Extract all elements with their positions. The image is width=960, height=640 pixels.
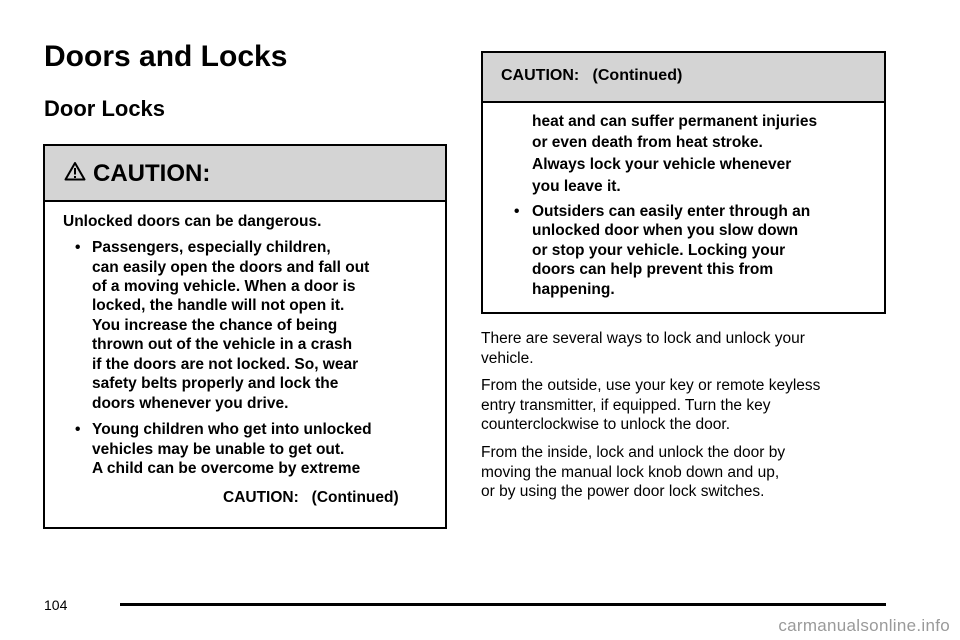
bullet2-line: vehicles may be unable to get out.	[92, 441, 345, 458]
bullet-glyph: •	[75, 239, 81, 256]
bullet1-line: You increase the chance of being	[92, 317, 338, 334]
continued-line: you leave it.	[532, 178, 621, 195]
subsection-title: Door Locks	[44, 96, 166, 121]
bullet1-line: locked, the handle will not open it.	[92, 297, 345, 314]
caution-continued-header	[483, 53, 884, 103]
bullet1-line: can easily open the doors and fall out	[92, 259, 370, 276]
section-title: Doors and Locks	[44, 40, 288, 73]
bullet3-line: doors can help prevent this from	[532, 261, 774, 278]
bullet1-line: Passengers, especially children,	[92, 239, 331, 256]
caution-box-header	[45, 146, 445, 202]
paragraph-line: entry transmitter, if equipped. Turn the key	[481, 397, 771, 414]
watermark: carmanualsonline.info	[778, 616, 950, 635]
bullet1-line: if the doors are not locked. So, wear	[92, 356, 359, 373]
bullet3-line: happening.	[532, 281, 615, 298]
caution-continued-box	[481, 51, 886, 314]
caution-box	[43, 144, 447, 529]
paragraph-line: moving the manual lock knob down and up,	[481, 464, 780, 481]
bullet2-line: Young children who get into unlocked	[92, 421, 372, 438]
warning-triangle-icon	[64, 161, 86, 181]
bullet1-line: safety belts properly and lock the	[92, 375, 339, 392]
bullet1-line: thrown out of the vehicle in a crash	[92, 336, 353, 353]
bullet-glyph: •	[75, 421, 81, 438]
continued-line: or even death from heat stroke.	[532, 134, 763, 151]
paragraph-line: From the outside, use your key or remote keyless	[481, 377, 821, 394]
bullet3-line: Outsiders can easily enter through an	[532, 203, 811, 220]
continued-line: Always lock your vehicle whenever	[532, 156, 792, 173]
caution-title: CAUTION:	[93, 160, 211, 187]
bullet3-line: or stop your vehicle. Locking your	[532, 242, 786, 259]
continued-line: heat and can suffer permanent injuries	[532, 113, 818, 130]
bullet3-line: unlocked door when you slow down	[532, 222, 799, 239]
page-number: 104	[44, 597, 68, 613]
paragraph-line: or by using the power door lock switches.	[481, 483, 765, 500]
bullet1-line: of a moving vehicle. When a door is	[92, 278, 356, 295]
bullet2-line: A child can be overcome by extreme	[92, 460, 361, 477]
paragraph-line: There are several ways to lock and unlock your	[481, 330, 805, 347]
bullet-glyph: •	[514, 203, 520, 220]
paragraph-line: counterclockwise to unlock the door.	[481, 416, 730, 433]
caution-intro: Unlocked doors can be dangerous.	[63, 213, 322, 230]
bullet1-line: doors whenever you drive.	[92, 395, 289, 412]
caution-continued-title: CAUTION: (Continued)	[501, 67, 683, 84]
paragraph-line: From the inside, lock and unlock the door by	[481, 444, 786, 461]
footer-rule	[120, 603, 886, 606]
caution-continued-label: CAUTION: (Continued)	[223, 489, 399, 506]
paragraph-line: vehicle.	[481, 350, 534, 367]
